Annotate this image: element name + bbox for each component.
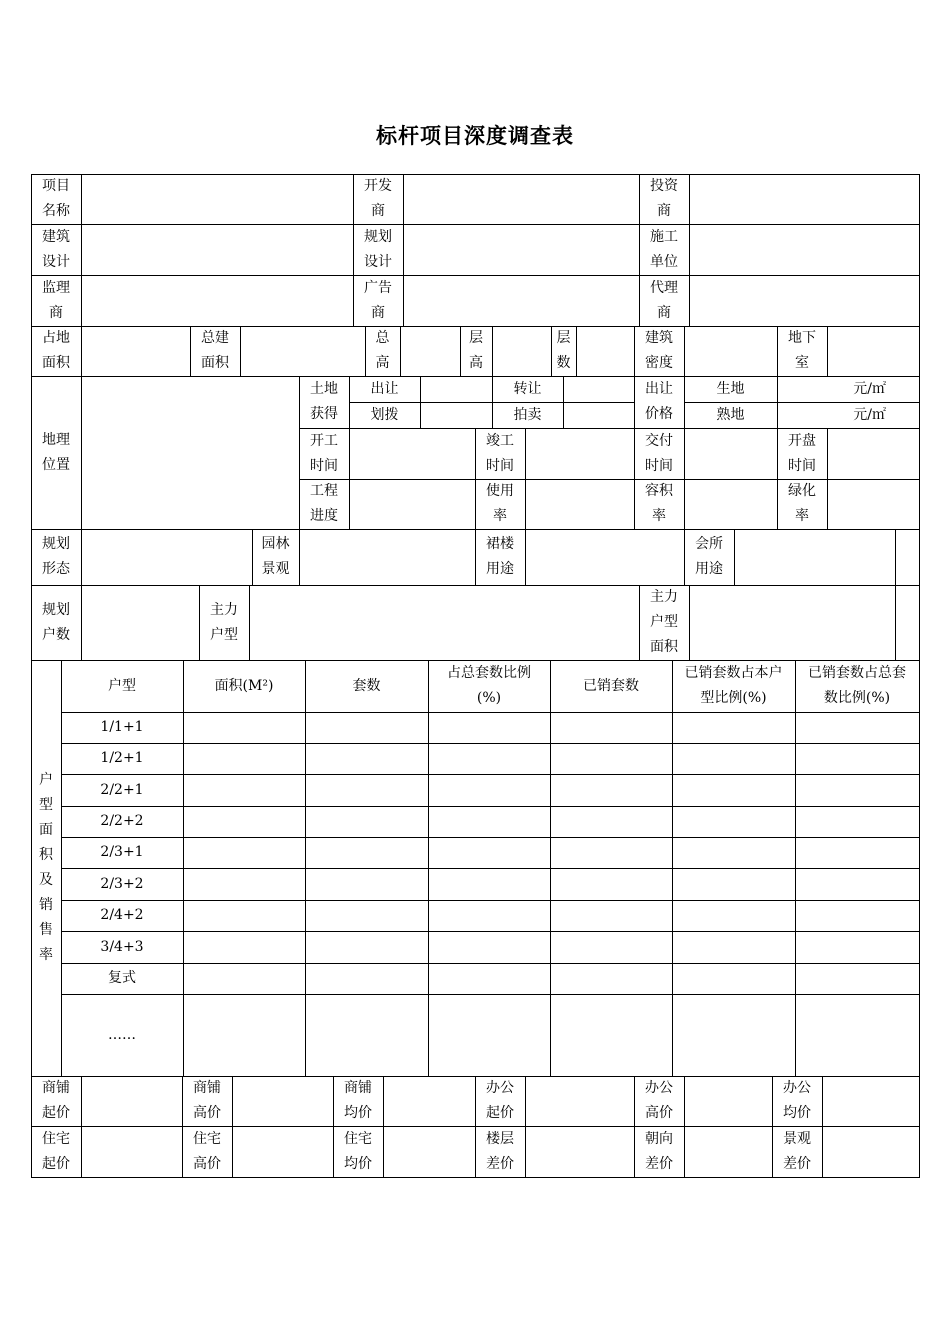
price-label-commercial-2 [333,1076,383,1126]
unit-cell-8-5[interactable] [673,964,795,994]
unit-cell-9-3[interactable] [429,995,550,1076]
unit-cell-8-3[interactable] [429,964,550,994]
unit-cell-9-6[interactable] [796,995,919,1076]
label-completion_time [475,428,525,479]
price-field-commercial-0[interactable] [82,1077,182,1126]
label-main-type-area [639,585,689,660]
unit-type-7-text: 3/4+3 [100,938,144,955]
r4-field-4[interactable] [577,327,634,376]
unit-type-5-text: 2/3+2 [100,875,144,892]
unit-cell-5-3[interactable] [429,869,550,900]
unit-type-1-text: 1/2+1 [100,750,144,766]
unit-cell-6-5[interactable] [673,901,795,931]
price-label-commercial-2-text: 商铺 均价 [344,1080,372,1121]
unit-type-1 [61,743,183,774]
developed-land-price-unit [777,402,919,428]
label-land-acquisition [299,376,349,428]
label-auction-text: 拍卖 [513,406,542,423]
unit-cell-5-2[interactable] [306,869,428,900]
unit-table-header-2 [305,660,428,712]
unit-cell-7-1[interactable] [184,932,305,963]
price-label-residential-1 [182,1126,232,1177]
label-gross_area-text: 总建 面积 [201,330,229,371]
survey-form [31,174,919,1177]
unit-cell-3-6[interactable] [796,807,919,837]
price-label-residential-5-text: 景观 差价 [783,1130,811,1172]
resale-field[interactable] [564,377,634,402]
unit-cell-6-2[interactable] [306,901,428,931]
label-podium-use-text: 裙楼 用途 [486,536,514,577]
unit-table-header-4-text: 已销套数 [583,677,639,694]
label-planning-form [31,529,81,585]
investor-field[interactable] [690,175,919,224]
row-line [31,1126,920,1127]
unit-type-3-text: 2/2+2 [100,813,144,829]
unit-table-header-0-text: 户型 [108,677,136,694]
unit-cell-4-4[interactable] [551,838,672,868]
price-field-commercial-4[interactable] [685,1077,772,1126]
price-label-residential-2-text: 住宅 均价 [344,1130,372,1172]
unit-cell-6-6[interactable] [796,901,919,931]
price-field-commercial-3[interactable] [526,1077,634,1126]
allocation-field[interactable] [421,403,492,428]
label-investor-text: 投资 商 [650,178,678,219]
label-floor_height [460,326,492,376]
developer-field[interactable] [404,175,639,224]
label-auction [492,402,563,428]
raw-land-price-unit-text: 元/㎡ [853,380,886,397]
label-total_height-text: 总 高 [375,330,390,371]
unit-cell-1-2[interactable] [306,744,428,774]
delivery_time-field[interactable] [685,429,777,479]
price-field-commercial-5[interactable] [823,1077,919,1126]
price-label-residential-3-text: 楼层 差价 [486,1130,514,1172]
clubhouse-use-field[interactable] [735,530,895,585]
unit-cell-5-4[interactable] [551,869,672,900]
label-architect [31,224,81,275]
label-clubhouse-use-text: 会所 用途 [695,536,723,577]
label-gross_area [190,326,240,376]
label-floors [551,326,576,376]
label-raw-land [684,376,777,402]
label-progress-text: 工程 进度 [310,483,338,524]
usage_rate-field[interactable] [526,480,634,529]
label-clubhouse-use [684,529,734,585]
label-green_ratio-text: 绿化 率 [788,483,816,524]
raw-land-price-unit [777,376,919,402]
unit-type-2-text: 2/2+1 [100,781,144,798]
price-field-commercial-1[interactable] [233,1077,333,1126]
label-land_area-text: 占地 面积 [42,330,70,371]
unit-type-4-text: 2/3+1 [100,844,144,860]
label-location [31,376,81,529]
label-opening_time [777,428,827,479]
unit-cell-0-6[interactable] [796,713,919,743]
label-contractor-text: 施工 单位 [650,228,678,270]
label-usage_rate-text: 使用 率 [486,483,514,524]
green_ratio-field[interactable] [828,480,919,529]
price-label-commercial-3 [475,1076,525,1126]
label-plot_ratio-text: 容积 率 [645,483,673,524]
unit-cell-5-5[interactable] [673,869,795,900]
unit-table-header-1 [183,660,305,712]
price-label-commercial-0-text: 商铺 起价 [42,1080,70,1121]
unit-cell-3-3[interactable] [429,807,550,837]
column-line [919,174,920,1178]
unit-cell-9-2[interactable] [306,995,428,1076]
label-floor_height-text: 层 高 [469,330,483,371]
unit-cell-7-3[interactable] [429,932,550,963]
label-usage_rate [475,479,525,529]
main-type-area-field[interactable] [690,586,895,660]
unit-cell-7-5[interactable] [673,932,795,963]
label-land-acquisition-text: 土地 获得 [310,381,338,422]
price-label-residential-4 [634,1126,684,1177]
column-line [895,585,896,661]
agent-field[interactable] [690,276,919,326]
unit-cell-4-5[interactable] [673,838,795,868]
advertiser-field[interactable] [404,276,639,326]
price-label-residential-4-text: 朝向 差价 [645,1130,673,1172]
label-main-type-text: 主力 户型 [210,601,238,643]
main-type-field[interactable] [250,586,639,660]
unit-cell-4-6[interactable] [796,838,919,868]
label-location-text: 地理 位置 [42,431,70,473]
label-landscape [252,529,299,585]
unit-cell-4-2[interactable] [306,838,428,868]
label-planning_design-text: 规划 设计 [364,228,392,270]
unit-type-6-text: 2/4+2 [100,907,144,923]
label-delivery_time [634,428,684,479]
unit-cell-7-4[interactable] [551,932,672,963]
price-field-residential-5[interactable] [823,1127,919,1177]
label-basement [777,326,827,376]
price-label-commercial-0 [31,1076,81,1126]
unit-type-9-text: …… [108,1026,136,1043]
unit-cell-5-6[interactable] [796,869,919,900]
price-field-residential-1[interactable] [233,1127,333,1177]
unit-table-header-5-text: 已销套数占本户 型比例(%) [684,665,783,706]
auction-field[interactable] [564,403,634,428]
label-transfer-text: 出让 [370,380,399,397]
label-developed-land-text: 熟地 [716,406,745,423]
label-supervisor [31,275,81,326]
label-project_name [31,174,81,224]
unit-cell-6-1[interactable] [184,901,305,931]
r4-field-5[interactable] [685,327,777,376]
label-raw-land-text: 生地 [716,380,745,397]
podium-use-field[interactable] [526,530,684,585]
unit-type-0 [61,712,183,743]
unit-cell-1-3[interactable] [429,744,550,774]
label-transfer [349,376,420,402]
label-agent [639,275,689,326]
unit-cell-9-5[interactable] [673,995,795,1076]
unit-cell-0-5[interactable] [673,713,795,743]
plot_ratio-field[interactable] [685,480,777,529]
row-line [299,479,920,480]
unit-cell-7-2[interactable] [306,932,428,963]
price-field-residential-4[interactable] [685,1127,772,1177]
developed-land-price-unit-text: 元/㎡ [853,406,886,423]
unit-cell-1-1[interactable] [184,744,305,774]
label-planned-households [31,585,81,660]
r4-field-3[interactable] [493,327,551,376]
price-label-commercial-5 [772,1076,822,1126]
page-title: 标杆项目深度调查表 [376,124,574,148]
unit-cell-3-2[interactable] [306,807,428,837]
unit-cell-4-3[interactable] [429,838,550,868]
label-land_area [31,326,81,376]
unit-table-header-3-text: 占总套数比例 (%) [447,665,531,706]
unit-cell-4-1[interactable] [184,838,305,868]
unit-cell-5-1[interactable] [184,869,305,900]
unit-table-header-3 [428,660,550,712]
label-delivery_time-text: 交付 时间 [645,432,673,474]
unit-type-6 [61,900,183,931]
unit-cell-3-4[interactable] [551,807,672,837]
unit-cell-2-3[interactable] [429,775,550,806]
landscape-field[interactable] [300,530,475,585]
location-field[interactable] [82,377,299,529]
label-progress [299,479,349,529]
label-developer-text: 开发 商 [364,178,392,219]
price-label-residential-3 [475,1126,525,1177]
unit-cell-2-6[interactable] [796,775,919,806]
price-label-residential-5 [772,1126,822,1177]
price-label-commercial-5-text: 办公 均价 [783,1080,811,1121]
label-planning-form-text: 规划 形态 [42,536,70,577]
unit-type-0-text: 1/1+1 [100,719,144,735]
unit-table-header-6-text: 已销套数占总套 数比例(%) [808,665,906,706]
project_name-field[interactable] [82,175,353,224]
label-advertiser [353,275,403,326]
label-developed-land [684,402,777,428]
label-transfer-price [634,376,684,428]
unit-cell-3-5[interactable] [673,807,795,837]
unit-cell-2-1[interactable] [184,775,305,806]
price-field-residential-3[interactable] [526,1127,634,1177]
unit-cell-1-4[interactable] [551,744,672,774]
unit-cell-0-1[interactable] [184,713,305,743]
unit-cell-8-2[interactable] [306,964,428,994]
price-label-commercial-1 [182,1076,232,1126]
label-investor [639,174,689,224]
label-transfer-price-text: 出让 价格 [645,381,673,422]
unit-cell-3-1[interactable] [184,807,305,837]
unit-cell-7-6[interactable] [796,932,919,963]
supervisor-field[interactable] [82,276,353,326]
label-start_time [299,428,349,479]
unit-cell-1-5[interactable] [673,744,795,774]
unit-cell-6-3[interactable] [429,901,550,931]
unit-type-2 [61,774,183,806]
label-advertiser-text: 广告 商 [364,279,392,321]
unit-cell-2-2[interactable] [306,775,428,806]
label-planned-households-text: 规划 户数 [42,601,70,643]
completion_time-field[interactable] [526,429,634,479]
unit-table-header-5 [672,660,795,712]
label-allocation-text: 划拨 [370,406,399,423]
unit-type-3 [61,806,183,837]
price-label-residential-0 [31,1126,81,1177]
label-start_time-text: 开工 时间 [310,432,338,474]
transfer-field[interactable] [421,377,492,402]
price-label-commercial-3-text: 办公 起价 [486,1080,514,1121]
unit-cell-0-3[interactable] [429,713,550,743]
price-label-commercial-4 [634,1076,684,1126]
label-landscape-text: 园林 景观 [261,536,290,577]
price-label-residential-2 [333,1126,383,1177]
label-architect-text: 建筑 设计 [42,228,70,270]
label-opening_time-text: 开盘 时间 [788,432,816,474]
price-field-residential-2[interactable] [384,1127,475,1177]
label-allocation [349,402,420,428]
unit-cell-8-4[interactable] [551,964,672,994]
label-supervisor-text: 监理 商 [42,279,70,321]
r4-field-1[interactable] [241,327,365,376]
unit-cell-1-6[interactable] [796,744,919,774]
start_time-field[interactable] [350,429,475,479]
label-total_height [365,326,400,376]
label-planning_design [353,224,403,275]
label-building_density-text: 建筑 密度 [645,330,673,371]
label-resale [492,376,563,402]
label-main-type [199,585,249,660]
planning-form-field[interactable] [82,530,252,585]
unit-cell-2-4[interactable] [551,775,672,806]
label-green_ratio [777,479,827,529]
label-agent-text: 代理 商 [650,279,678,321]
opening_time-field[interactable] [828,429,919,479]
unit-cell-9-1[interactable] [184,995,305,1076]
unit-cell-2-5[interactable] [673,775,795,806]
label-resale-text: 转让 [513,380,542,397]
label-contractor [639,224,689,275]
unit-cell-0-4[interactable] [551,713,672,743]
contractor-field[interactable] [690,225,919,275]
label-floors-text: 层 数 [556,330,571,371]
price-label-residential-0-text: 住宅 起价 [42,1130,70,1172]
unit-type-5 [61,868,183,900]
progress-field[interactable] [350,480,475,529]
label-podium-use [475,529,525,585]
unit-table-header-6 [795,660,919,712]
unit-table-side-label: 户 型 面 积 及 销 售 率 [39,772,53,963]
price-label-residential-1-text: 住宅 高价 [193,1130,221,1172]
r4-field-2[interactable] [401,327,460,376]
label-main-type-area-text: 主力 户型 面积 [650,589,678,655]
label-completion_time-text: 竣工 时间 [486,432,514,474]
unit-type-8-text: 复式 [108,970,136,986]
unit-cell-6-4[interactable] [551,901,672,931]
unit-table-header-4 [550,660,672,712]
unit-table-header-2-text: 套数 [352,677,381,694]
unit-type-8 [61,963,183,994]
architect-field[interactable] [82,225,353,275]
unit-cell-0-2[interactable] [306,713,428,743]
label-project_name-text: 项目 名称 [42,178,70,219]
unit-type-9 [61,994,183,1076]
label-basement-text: 地下 室 [788,330,816,371]
r4-field-0[interactable] [82,327,190,376]
price-label-commercial-4-text: 办公 高价 [645,1080,673,1121]
price-field-residential-0[interactable] [82,1127,182,1177]
r4-field-6[interactable] [828,327,919,376]
label-plot_ratio [634,479,684,529]
unit-type-7 [61,931,183,963]
price-field-commercial-2[interactable] [384,1077,475,1126]
planning_design-field[interactable] [404,225,639,275]
price-label-commercial-1-text: 商铺 高价 [193,1080,221,1121]
unit-cell-9-4[interactable] [551,995,672,1076]
label-building_density [634,326,684,376]
unit-cell-8-6[interactable] [796,964,919,994]
unit-type-4 [61,837,183,868]
unit-table-header-0 [61,660,183,712]
unit-cell-8-1[interactable] [184,964,305,994]
unit-table-header-1-text: 面积(M²) [214,677,274,694]
planned-households-field[interactable] [82,586,199,660]
column-line [895,529,896,586]
label-developer [353,174,403,224]
